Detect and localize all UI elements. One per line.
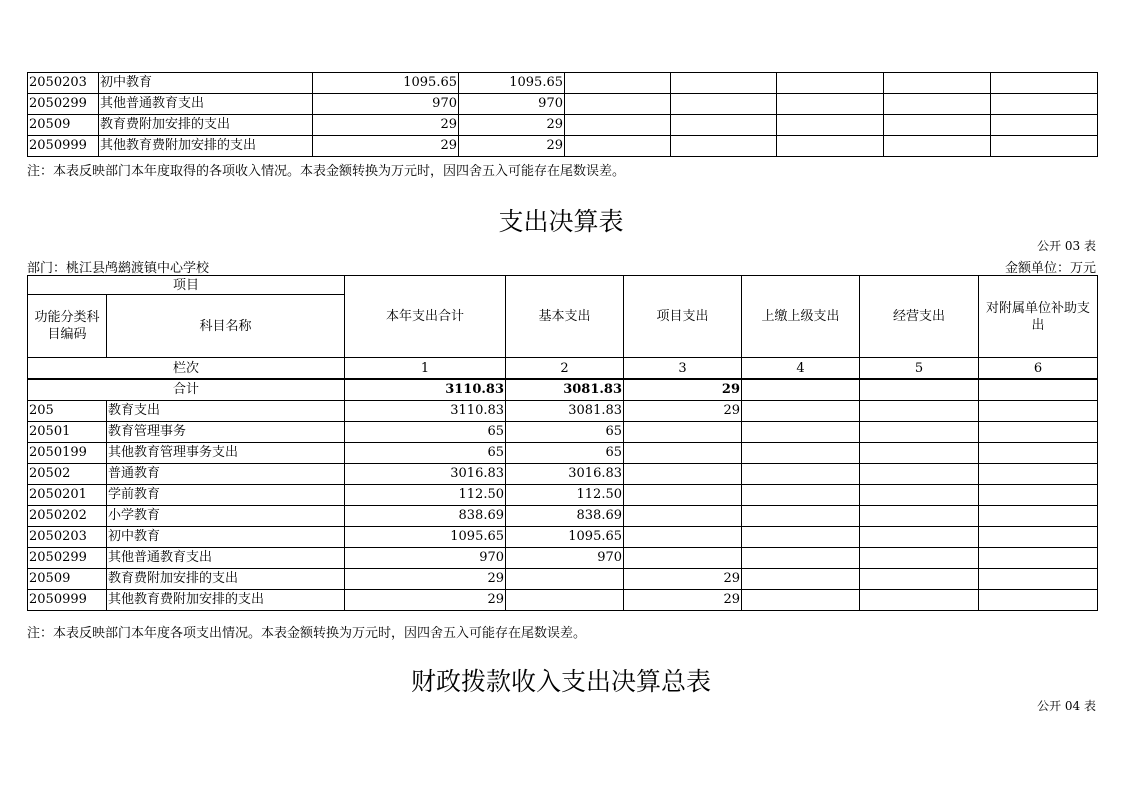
name-cell: 其他普通教育支出: [99, 94, 313, 115]
code-cell: 20509: [28, 115, 99, 136]
basic-cell: 1095.65: [506, 527, 624, 548]
value-cell: 970: [459, 94, 565, 115]
total-cell: 1095.65: [345, 527, 506, 548]
basic-cell: 3016.83: [506, 464, 624, 485]
table-row: [28, 590, 1098, 611]
income-note: 注：本表反映部门本年度取得的各项收入情况。本表金额转换为万元时，因四舍五入可能存在尾数误差。: [27, 164, 626, 179]
name-cell: 其他教育管理事务支出: [107, 443, 345, 464]
value-cell: 29: [459, 136, 565, 157]
basic-cell: 112.50: [506, 485, 624, 506]
department-label: 部门：桃江县鸬鹚渡镇中心学校: [27, 261, 210, 276]
project-cell: 29: [624, 569, 742, 590]
basic-cell: 970: [506, 548, 624, 569]
value-cell: 970: [313, 94, 459, 115]
fiscal-table-number: 公开 04 表: [1037, 699, 1096, 713]
name-cell: 教育费附加安排的支出: [99, 115, 313, 136]
total-value: 3110.83: [345, 379, 506, 401]
expense-table-number: 公开 03 表: [1037, 239, 1096, 253]
code-cell: 2050999: [28, 136, 99, 157]
column-index: 1: [345, 358, 506, 380]
table-row: [28, 548, 1098, 569]
project-cell: 29: [624, 401, 742, 422]
table-row: [28, 464, 1098, 485]
project-cell: 29: [624, 590, 742, 611]
header-project: 项目支出: [624, 276, 742, 358]
basic-cell: [506, 569, 624, 590]
basic-cell: 3081.83: [506, 401, 624, 422]
project-cell: [624, 506, 742, 527]
value-cell: 29: [313, 115, 459, 136]
table-row: [28, 527, 1098, 548]
name-cell: 初中教育: [99, 73, 313, 94]
table-row: [28, 422, 1098, 443]
header-name: 科目名称: [107, 295, 345, 358]
code-cell: 2050299: [28, 548, 107, 569]
code-cell: 2050202: [28, 506, 107, 527]
basic-cell: 65: [506, 422, 624, 443]
name-cell: 初中教育: [107, 527, 345, 548]
fiscal-title: 财政拨款收入支出决算总表: [410, 667, 711, 696]
column-index: 4: [742, 358, 860, 380]
code-cell: 20501: [28, 422, 107, 443]
project-cell: [624, 422, 742, 443]
name-cell: 其他教育费附加安排的支出: [107, 590, 345, 611]
table-row: [28, 94, 1098, 115]
name-cell: 教育管理事务: [107, 422, 345, 443]
total-cell: 838.69: [345, 506, 506, 527]
header-code: 功能分类科目编码: [28, 295, 107, 358]
total-cell: 65: [345, 422, 506, 443]
basic-value: 3081.83: [506, 379, 624, 401]
code-cell: 2050203: [28, 527, 107, 548]
name-cell: 普通教育: [107, 464, 345, 485]
name-cell: 学前教育: [107, 485, 345, 506]
header-item: 项目: [28, 276, 345, 295]
table-row: [28, 136, 1098, 157]
project-value: 29: [624, 379, 742, 401]
table-row: [28, 115, 1098, 136]
total-label: 合计: [28, 379, 345, 401]
value-cell: 29: [313, 136, 459, 157]
header-business: 经营支出: [860, 276, 979, 358]
project-cell: [624, 527, 742, 548]
project-cell: [624, 548, 742, 569]
project-cell: [624, 443, 742, 464]
total-cell: 112.50: [345, 485, 506, 506]
code-cell: 2050201: [28, 485, 107, 506]
header-basic: 基本支出: [506, 276, 624, 358]
income-table-continued: [27, 72, 1098, 157]
code-cell: 20509: [28, 569, 107, 590]
total-cell: 3016.83: [345, 464, 506, 485]
code-cell: 2050199: [28, 443, 107, 464]
table-row: [28, 443, 1098, 464]
expense-note: 注：本表反映部门本年度各项支出情况。本表金额转换为万元时，因四舍五入可能存在尾数误差。: [27, 626, 587, 641]
column-index-label: 栏次: [28, 358, 345, 380]
total-cell: 29: [345, 590, 506, 611]
total-cell: 3110.83: [345, 401, 506, 422]
table-row: [28, 73, 1098, 94]
table-row: [28, 485, 1098, 506]
name-cell: 教育费附加安排的支出: [107, 569, 345, 590]
header-upper: 上缴上级支出: [742, 276, 860, 358]
column-index: 2: [506, 358, 624, 380]
expense-title: 支出决算表: [498, 207, 624, 236]
project-cell: [624, 464, 742, 485]
total-cell: 65: [345, 443, 506, 464]
value-cell: 1095.65: [459, 73, 565, 94]
table-row: [28, 506, 1098, 527]
code-cell: 2050999: [28, 590, 107, 611]
column-index: 3: [624, 358, 742, 380]
total-cell: 970: [345, 548, 506, 569]
value-cell: 29: [459, 115, 565, 136]
unit-label: 金额单位：万元: [1004, 261, 1096, 276]
expense-table: [27, 275, 1098, 611]
project-cell: [624, 485, 742, 506]
name-cell: 小学教育: [107, 506, 345, 527]
name-cell: 其他教育费附加安排的支出: [99, 136, 313, 157]
name-cell: 其他普通教育支出: [107, 548, 345, 569]
column-index: 5: [860, 358, 979, 380]
table-row: [28, 401, 1098, 422]
header-total: 本年支出合计: [345, 276, 506, 358]
basic-cell: [506, 590, 624, 611]
total-cell: 29: [345, 569, 506, 590]
header-subsidy: 对附属单位补助支出: [979, 276, 1098, 358]
value-cell: 1095.65: [313, 73, 459, 94]
total-row: [28, 379, 1098, 401]
code-cell: 2050299: [28, 94, 99, 115]
basic-cell: 838.69: [506, 506, 624, 527]
code-cell: 2050203: [28, 73, 99, 94]
basic-cell: 65: [506, 443, 624, 464]
code-cell: 20502: [28, 464, 107, 485]
column-index: 6: [979, 358, 1098, 380]
code-cell: 205: [28, 401, 107, 422]
name-cell: 教育支出: [107, 401, 345, 422]
table-row: [28, 569, 1098, 590]
